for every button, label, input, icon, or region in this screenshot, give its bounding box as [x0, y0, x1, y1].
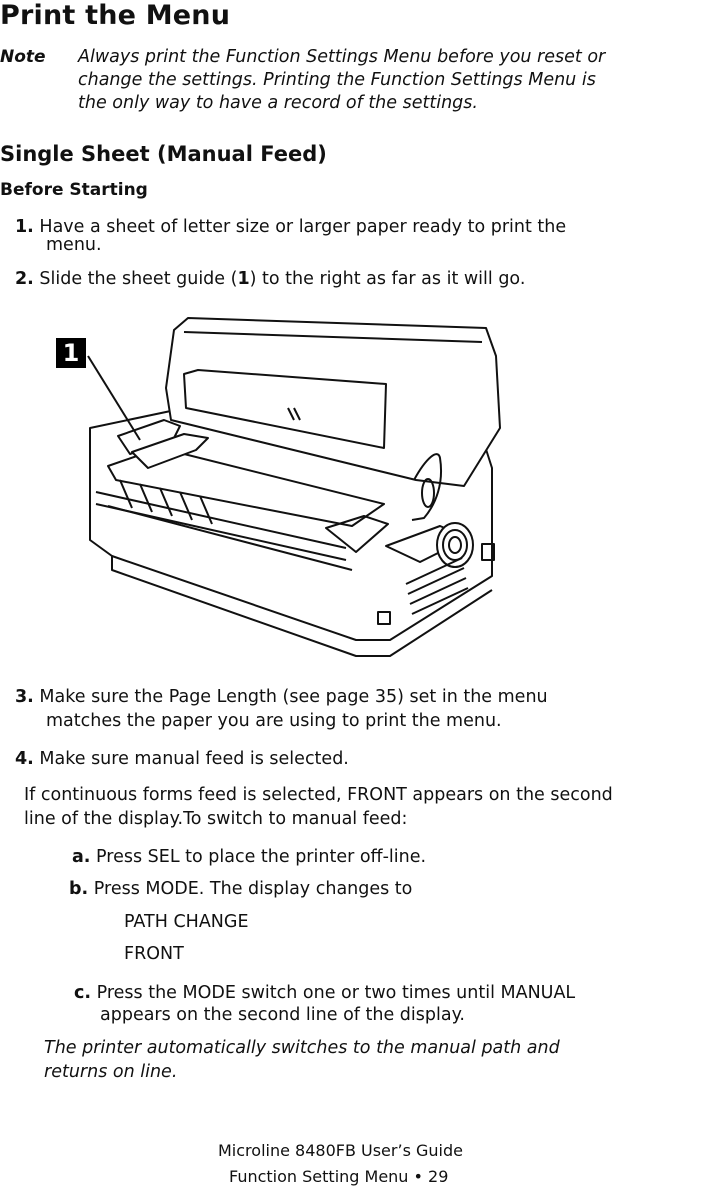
step-number: 3.: [15, 687, 34, 707]
substep-b: [69, 880, 412, 899]
subsection-title: Before Starting: [0, 180, 148, 200]
note-label: Note: [0, 47, 46, 67]
callout-label: 1: [56, 338, 86, 368]
substep-c-cont: appears on the second line of the display.: [100, 1005, 465, 1025]
step-3-cont: matches the paper you are using to print the menu.: [46, 711, 502, 731]
footer-guide-title: Microline 8480FB User’s Guide: [218, 1141, 463, 1160]
callout-ref: 1: [237, 269, 250, 289]
step-text-pre: Slide the sheet guide (: [39, 269, 238, 289]
substep-text: Press the MODE switch one or two times until MANUAL: [96, 983, 576, 1003]
continuous-line-2: line of the display.To switch to manual feed:: [24, 809, 408, 829]
display-line-1: PATH CHANGE: [124, 912, 249, 932]
continuous-line-1: If continuous forms feed is selected, FRONT appears on the second: [24, 785, 613, 805]
step-2: [15, 270, 525, 289]
step-text-post: ) to the right as far as it will go.: [249, 269, 526, 289]
closing-line-2: returns on line.: [44, 1062, 178, 1082]
substep-a: [72, 848, 426, 867]
section-title: Single Sheet (Manual Feed): [0, 142, 327, 166]
note-line-3: the only way to have a record of the settings.: [78, 93, 478, 113]
step-4: [15, 750, 349, 769]
note-line-1: Always print the Function Settings Menu before you reset or: [78, 47, 606, 67]
step-number: 1.: [15, 217, 34, 237]
step-text: Make sure the Page Length (see page 35) set in the menu: [39, 687, 548, 707]
step-text: Make sure manual feed is selected.: [39, 749, 349, 769]
substep-c: [74, 984, 575, 1003]
display-line-2: FRONT: [124, 944, 184, 964]
page-title: Print the Menu: [0, 0, 231, 31]
substep-text: Press SEL to place the printer off-line.: [96, 847, 427, 867]
closing-line-1: The printer automatically switches to the manual path and: [44, 1038, 560, 1058]
footer-page-info: Function Setting Menu • 29: [229, 1167, 449, 1186]
callout-leader-line: [56, 308, 176, 448]
note-line-2: change the settings. Printing the Function Settings Menu is: [78, 70, 596, 90]
substep-letter: b.: [69, 879, 89, 899]
step-3: [15, 688, 548, 707]
substep-letter: c.: [74, 983, 92, 1003]
substep-letter: a.: [72, 847, 91, 867]
substep-text: Press MODE. The display changes to: [93, 879, 413, 899]
step-text: Have a sheet of letter size or larger paper ready to print the: [39, 217, 567, 237]
step-number: 2.: [15, 269, 34, 289]
step-1-cont: menu.: [46, 235, 102, 255]
step-number: 4.: [15, 749, 34, 769]
